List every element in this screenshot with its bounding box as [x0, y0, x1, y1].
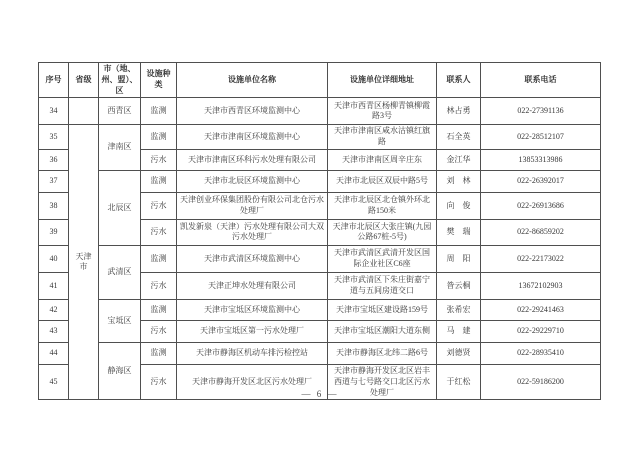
header-contact: 联系人	[437, 63, 481, 98]
cell-facility-type: 污水	[141, 149, 177, 170]
cell-contact: 石全英	[437, 125, 481, 150]
cell-district: 津南区	[99, 125, 141, 171]
table-row	[39, 125, 601, 150]
cell-province: 天津市	[69, 125, 99, 400]
cell-district: 静海区	[99, 342, 141, 399]
cell-phone: 022-29241463	[481, 299, 601, 320]
cell-facility-name: 凯发新泉（天津）污水处理有限公司大双污水处理厂	[177, 219, 328, 245]
cell-phone: 022-27391136	[481, 98, 601, 125]
table-row	[39, 170, 601, 192]
cell-contact: 向 俊	[437, 192, 481, 219]
cell-address: 天津市北辰区双辰中路5号	[328, 170, 437, 192]
cell-phone: 022-26913686	[481, 192, 601, 219]
cell-facility-name: 天津市静海区机动车排污检控站	[177, 342, 328, 364]
cell-phone: 022-29229710	[481, 320, 601, 342]
cell-no: 36	[39, 149, 69, 170]
cell-contact: 金江华	[437, 149, 481, 170]
cell-facility-type: 污水	[141, 192, 177, 219]
cell-no: 42	[39, 299, 69, 320]
cell-contact: 张希宏	[437, 299, 481, 320]
cell-facility-type: 污水	[141, 320, 177, 342]
cell-facility-type: 污水	[141, 219, 177, 245]
table-row	[39, 299, 601, 320]
table-row	[39, 98, 601, 125]
cell-facility-type: 监测	[141, 245, 177, 272]
cell-address: 天津市北辰区大张庄镇(九园公路67桩-5号)	[328, 219, 437, 245]
cell-phone: 022-86859202	[481, 219, 601, 245]
cell-phone: 022-26392017	[481, 170, 601, 192]
cell-district: 北辰区	[99, 170, 141, 245]
cell-facility-name: 天津创业环保集团股份有限公司北仓污水处理厂	[177, 192, 328, 219]
cell-address: 天津市宝坻区潮阳大道东侧	[328, 320, 437, 342]
cell-facility-name: 天津市北辰区环境监测中心	[177, 170, 328, 192]
cell-no: 34	[39, 98, 69, 125]
header-facility-type: 设施种类	[141, 63, 177, 98]
cell-facility-type: 监测	[141, 98, 177, 125]
cell-no: 37	[39, 170, 69, 192]
cell-facility-type: 污水	[141, 364, 177, 399]
cell-facility-type: 监测	[141, 342, 177, 364]
cell-contact: 林占勇	[437, 98, 481, 125]
cell-no: 45	[39, 364, 69, 399]
cell-phone: 022-28935410	[481, 342, 601, 364]
cell-contact: 于红松	[437, 364, 481, 399]
table-row	[39, 342, 601, 364]
cell-contact: 马 建	[437, 320, 481, 342]
cell-no: 43	[39, 320, 69, 342]
cell-no: 38	[39, 192, 69, 219]
cell-phone: 022-22173022	[481, 245, 601, 272]
cell-address: 天津市静海开发区北区岩丰西道与七号路交口北区污水处理厂	[328, 364, 437, 399]
cell-phone: 022-59186200	[481, 364, 601, 399]
cell-facility-type: 监测	[141, 170, 177, 192]
cell-address: 天津市静海区北纬二路6号	[328, 342, 437, 364]
header-phone: 联系电话	[481, 63, 601, 98]
cell-address: 天津市武清区下朱庄街嘉宁道与五间房道交口	[328, 272, 437, 299]
cell-contact: 刘 林	[437, 170, 481, 192]
cell-contact: 刘德贤	[437, 342, 481, 364]
cell-facility-name: 天津市津南区环科污水处理有限公司	[177, 149, 328, 170]
cell-no: 39	[39, 219, 69, 245]
cell-facility-type: 污水	[141, 272, 177, 299]
table-header-row	[39, 63, 601, 98]
cell-province-empty	[69, 98, 99, 125]
table-row	[39, 245, 601, 272]
cell-no: 35	[39, 125, 69, 150]
cell-address: 天津市津南区咸水沽镇红旗路	[328, 125, 437, 150]
cell-phone: 13853313986	[481, 149, 601, 170]
cell-contact: 周 阳	[437, 245, 481, 272]
header-facility-name: 设施单位名称	[177, 63, 328, 98]
cell-facility-name: 天津市津南区环境监测中心	[177, 125, 328, 150]
cell-address: 天津市武清区武清开发区国际企业社区C6座	[328, 245, 437, 272]
cell-address: 天津市北辰区北仓镇外环北路150米	[328, 192, 437, 219]
cell-facility-name: 天津市静海开发区北区污水处理厂	[177, 364, 328, 399]
page-number: — 6 —	[301, 389, 339, 399]
header-address: 设施单位详细地址	[328, 63, 437, 98]
cell-facility-name: 天津市武清区环境监测中心	[177, 245, 328, 272]
cell-address: 天津市宝坻区建设路159号	[328, 299, 437, 320]
cell-phone: 13672102903	[481, 272, 601, 299]
cell-no: 44	[39, 342, 69, 364]
cell-facility-name: 天津市宝坻区第一污水处理厂	[177, 320, 328, 342]
cell-facility-name: 天津市宝坻区环境监测中心	[177, 299, 328, 320]
cell-no: 41	[39, 272, 69, 299]
cell-contact: 昝云桐	[437, 272, 481, 299]
header-district: 市（地、州、盟）、区	[99, 63, 141, 98]
cell-phone: 022-28512107	[481, 125, 601, 150]
cell-facility-name: 天津正坤水处理有限公司	[177, 272, 328, 299]
cell-contact: 樊 瑞	[437, 219, 481, 245]
cell-facility-name: 天津市西青区环境监测中心	[177, 98, 328, 125]
cell-facility-type: 监测	[141, 125, 177, 150]
header-no: 序号	[39, 63, 69, 98]
cell-district: 宝坻区	[99, 299, 141, 342]
facility-table	[38, 62, 601, 400]
cell-no: 40	[39, 245, 69, 272]
header-province: 省级	[69, 63, 99, 98]
cell-district: 武清区	[99, 245, 141, 299]
cell-facility-type: 监测	[141, 299, 177, 320]
cell-address: 天津市西青区杨柳青镇柳霞路3号	[328, 98, 437, 125]
cell-address: 天津市津南区周辛庄东	[328, 149, 437, 170]
cell-district: 西青区	[99, 98, 141, 125]
